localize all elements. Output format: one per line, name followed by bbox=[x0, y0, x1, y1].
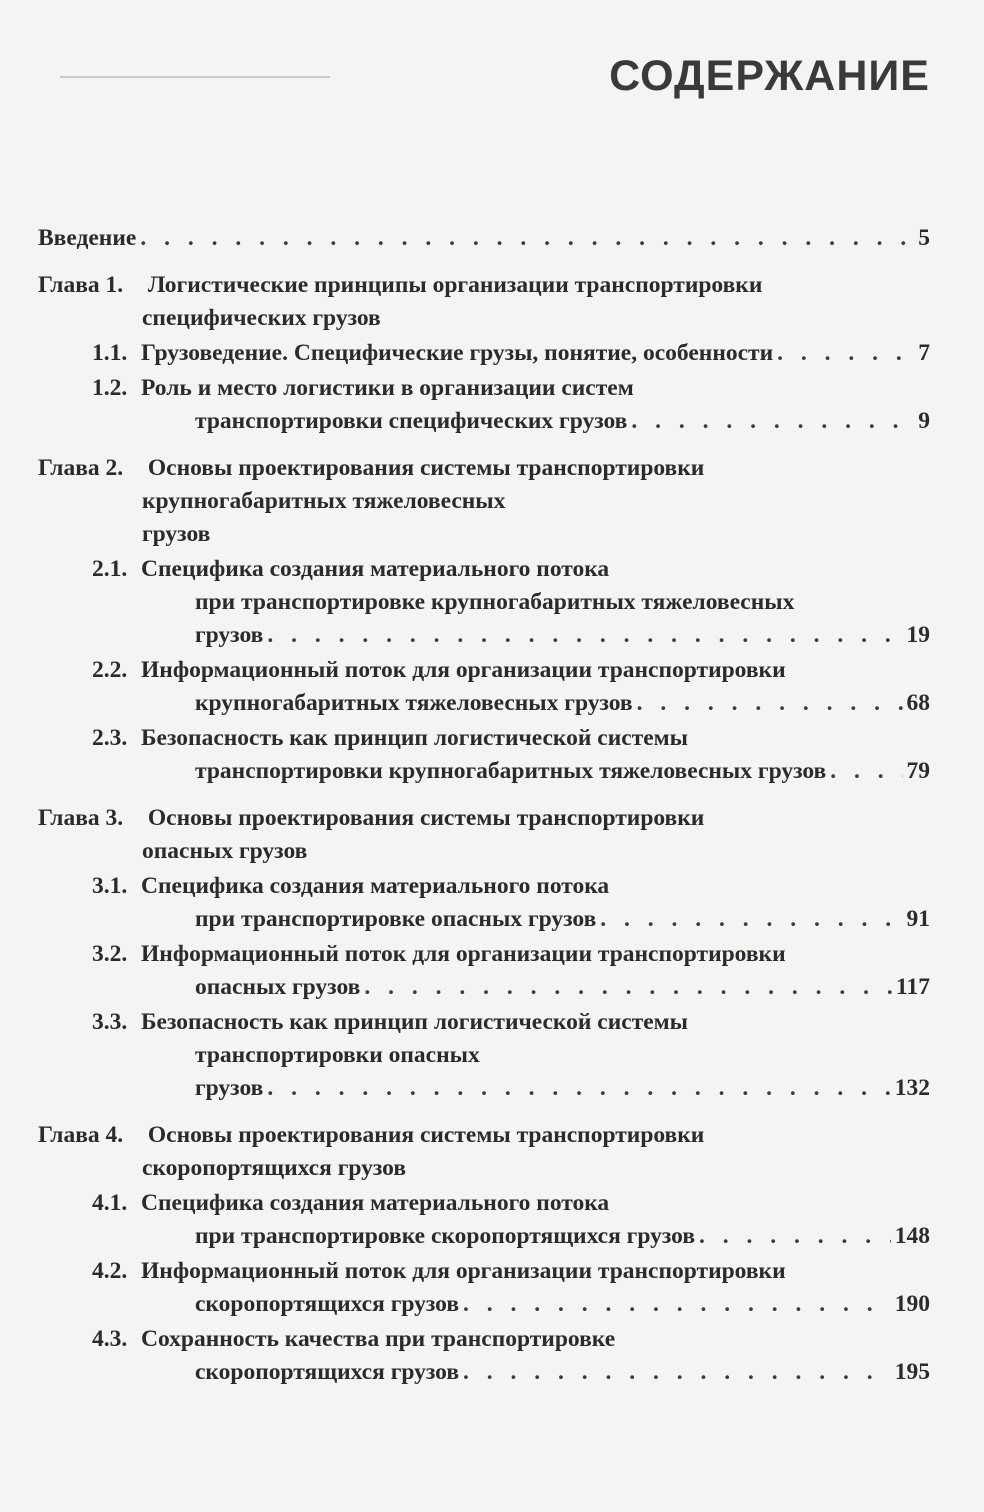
section-line bbox=[92, 586, 930, 619]
section-line-with-page bbox=[92, 1356, 930, 1389]
section-line bbox=[92, 1323, 930, 1356]
section-number: 2.2. bbox=[92, 657, 128, 683]
toc-page-number: 7 bbox=[918, 340, 930, 366]
dot-leader bbox=[140, 222, 914, 255]
section-title-text: транспортировки опасных bbox=[195, 1042, 480, 1068]
chapter-title-line bbox=[38, 1152, 930, 1185]
section-title-text: Безопасность как принцип логистической системы bbox=[141, 725, 689, 751]
toc-section bbox=[38, 654, 930, 720]
section-title-text: Специфика создания материального потока bbox=[141, 873, 610, 899]
section-title-text: Информационный поток для организации транспортировки bbox=[141, 1258, 786, 1284]
section-line bbox=[92, 1006, 930, 1039]
section-text bbox=[195, 755, 826, 788]
chapter-title-line bbox=[38, 269, 930, 302]
table-of-contents bbox=[38, 222, 930, 1389]
section-number: 3.1. bbox=[92, 873, 128, 899]
page-title: СОДЕРЖАНИЕ bbox=[609, 52, 930, 100]
section-text bbox=[195, 971, 360, 1004]
dot-leader bbox=[267, 619, 902, 652]
chapter-title-line bbox=[38, 1119, 930, 1152]
chapter-title-text: крупногабаритных тяжеловесных bbox=[142, 488, 506, 514]
section-title-text: скоропортящихся грузов bbox=[195, 1291, 460, 1317]
chapter-title-text: Логистические принципы организации транспортировки bbox=[147, 272, 763, 298]
toc-section bbox=[38, 938, 930, 1004]
section-line bbox=[92, 654, 930, 687]
toc-page-number: 148 bbox=[894, 1223, 930, 1249]
section-text bbox=[195, 405, 627, 438]
toc-page-number: 132 bbox=[894, 1075, 930, 1101]
chapter-title-text: Основы проектирования системы транспортировки bbox=[147, 805, 705, 831]
section-text bbox=[195, 1356, 459, 1389]
chapter-title-line bbox=[38, 518, 930, 551]
section-number: 3.3. bbox=[92, 1009, 128, 1035]
section-title-text: Сохранность качества при транспортировке bbox=[141, 1326, 616, 1352]
toc-chapter bbox=[38, 802, 930, 1105]
dot-leader bbox=[631, 405, 914, 438]
toc-chapter bbox=[38, 269, 930, 438]
dot-leader bbox=[463, 1288, 891, 1321]
section-title-text: Информационный поток для организации транспортировки bbox=[141, 941, 786, 967]
chapter-label: Глава 1. bbox=[38, 272, 124, 298]
chapter-title-text: грузов bbox=[142, 521, 211, 547]
toc-section bbox=[38, 1255, 930, 1321]
toc-section bbox=[38, 1323, 930, 1389]
dot-leader bbox=[699, 1220, 891, 1253]
section-title-text: Информационный поток для организации транспортировки bbox=[141, 657, 786, 683]
dot-leader bbox=[637, 687, 903, 720]
section-text bbox=[195, 1072, 263, 1105]
toc-entry-label: Введение bbox=[38, 225, 137, 251]
section-number: 4.3. bbox=[92, 1326, 128, 1352]
section-number: 2.3. bbox=[92, 725, 128, 751]
section-title-text: при транспортировке скоропортящихся грузов bbox=[195, 1223, 696, 1249]
section-title-text: Специфика создания материального потока bbox=[141, 556, 610, 582]
section-line-with-page bbox=[92, 755, 930, 788]
dot-leader bbox=[463, 1356, 891, 1389]
section-line-with-page bbox=[92, 1220, 930, 1253]
section-title-text: транспортировки специфических грузов bbox=[195, 408, 628, 434]
toc-section bbox=[38, 1187, 930, 1253]
chapter-label: Глава 3. bbox=[38, 805, 124, 831]
toc-page-number: 195 bbox=[894, 1359, 930, 1385]
section-number: 4.2. bbox=[92, 1258, 128, 1284]
section-line-with-page bbox=[92, 903, 930, 936]
section-line-with-page bbox=[92, 405, 930, 438]
toc-section bbox=[38, 722, 930, 788]
chapter-title-line bbox=[38, 835, 930, 868]
section-title-text: скоропортящихся грузов bbox=[195, 1359, 460, 1385]
toc-section bbox=[38, 337, 930, 370]
toc-section bbox=[38, 553, 930, 652]
section-line bbox=[92, 372, 930, 405]
section-line-with-page bbox=[92, 337, 930, 370]
section-line-with-page bbox=[92, 687, 930, 720]
section-text bbox=[92, 337, 773, 370]
toc-section bbox=[38, 372, 930, 438]
toc-section bbox=[38, 1006, 930, 1105]
section-title-text: грузов bbox=[195, 622, 264, 648]
toc-page-number: 79 bbox=[906, 758, 930, 784]
toc-entry-intro bbox=[38, 222, 930, 255]
dot-leader bbox=[830, 755, 902, 788]
toc-page-number: 5 bbox=[918, 225, 930, 251]
section-title-text: Грузоведение. Специфические грузы, понятие, особенности bbox=[141, 340, 774, 366]
section-number: 4.1. bbox=[92, 1190, 128, 1216]
section-number: 1.1. bbox=[92, 340, 128, 366]
dot-leader bbox=[777, 337, 914, 370]
toc-section bbox=[38, 870, 930, 936]
header-rule bbox=[60, 76, 330, 78]
section-text bbox=[195, 1288, 459, 1321]
section-title-text: Роль и место логистики в организации систем bbox=[141, 375, 634, 401]
toc-chapter bbox=[38, 452, 930, 788]
chapter-title-line bbox=[38, 452, 930, 485]
chapter-title-text: опасных грузов bbox=[142, 838, 308, 864]
section-number: 3.2. bbox=[92, 941, 128, 967]
section-text bbox=[195, 619, 263, 652]
section-text bbox=[195, 1220, 695, 1253]
chapter-title-line bbox=[38, 302, 930, 335]
chapter-title-text: скоропортящихся грузов bbox=[142, 1155, 407, 1181]
toc-page-number: 91 bbox=[906, 906, 930, 932]
section-number: 1.2. bbox=[92, 375, 128, 401]
chapters-list bbox=[38, 269, 930, 1389]
section-line bbox=[92, 870, 930, 903]
toc-chapter bbox=[38, 1119, 930, 1389]
toc-page-number: 9 bbox=[918, 408, 930, 434]
section-text bbox=[195, 687, 633, 720]
section-title-text: транспортировки крупногабаритных тяжеловесных грузов bbox=[195, 758, 827, 784]
section-title-text: при транспортировке крупногабаритных тяжеловесных bbox=[195, 589, 795, 615]
chapter-title-text: Основы проектирования системы транспортировки bbox=[147, 455, 705, 481]
chapter-title-line bbox=[38, 485, 930, 518]
section-line-with-page bbox=[92, 1072, 930, 1105]
section-title-text: Безопасность как принцип логистической системы bbox=[141, 1009, 689, 1035]
toc-page-number: 19 bbox=[906, 622, 930, 648]
dot-leader bbox=[600, 903, 902, 936]
section-number: 2.1. bbox=[92, 556, 128, 582]
section-line-with-page bbox=[92, 619, 930, 652]
section-line bbox=[92, 938, 930, 971]
section-line bbox=[92, 1255, 930, 1288]
toc-page-number: 68 bbox=[906, 690, 930, 716]
section-line bbox=[92, 722, 930, 755]
section-line bbox=[92, 553, 930, 586]
section-title-text: крупногабаритных тяжеловесных грузов bbox=[195, 690, 633, 716]
dot-leader bbox=[364, 971, 892, 1004]
chapter-title-text: Основы проектирования системы транспортировки bbox=[147, 1122, 705, 1148]
section-title-text: опасных грузов bbox=[195, 974, 361, 1000]
section-line-with-page bbox=[92, 971, 930, 1004]
section-line-with-page bbox=[92, 1288, 930, 1321]
section-title-text: грузов bbox=[195, 1075, 264, 1101]
chapter-label: Глава 2. bbox=[38, 455, 124, 481]
chapter-label: Глава 4. bbox=[38, 1122, 124, 1148]
dot-leader bbox=[267, 1072, 890, 1105]
chapter-title-line bbox=[38, 802, 930, 835]
section-line bbox=[92, 1039, 930, 1072]
chapter-title-text: специфических грузов bbox=[142, 305, 381, 331]
section-text bbox=[195, 903, 596, 936]
toc-page-number: 190 bbox=[894, 1291, 930, 1317]
section-title-text: Специфика создания материального потока bbox=[141, 1190, 610, 1216]
toc-page-number: 117 bbox=[896, 974, 930, 1000]
section-title-text: при транспортировке опасных грузов bbox=[195, 906, 597, 932]
section-line bbox=[92, 1187, 930, 1220]
